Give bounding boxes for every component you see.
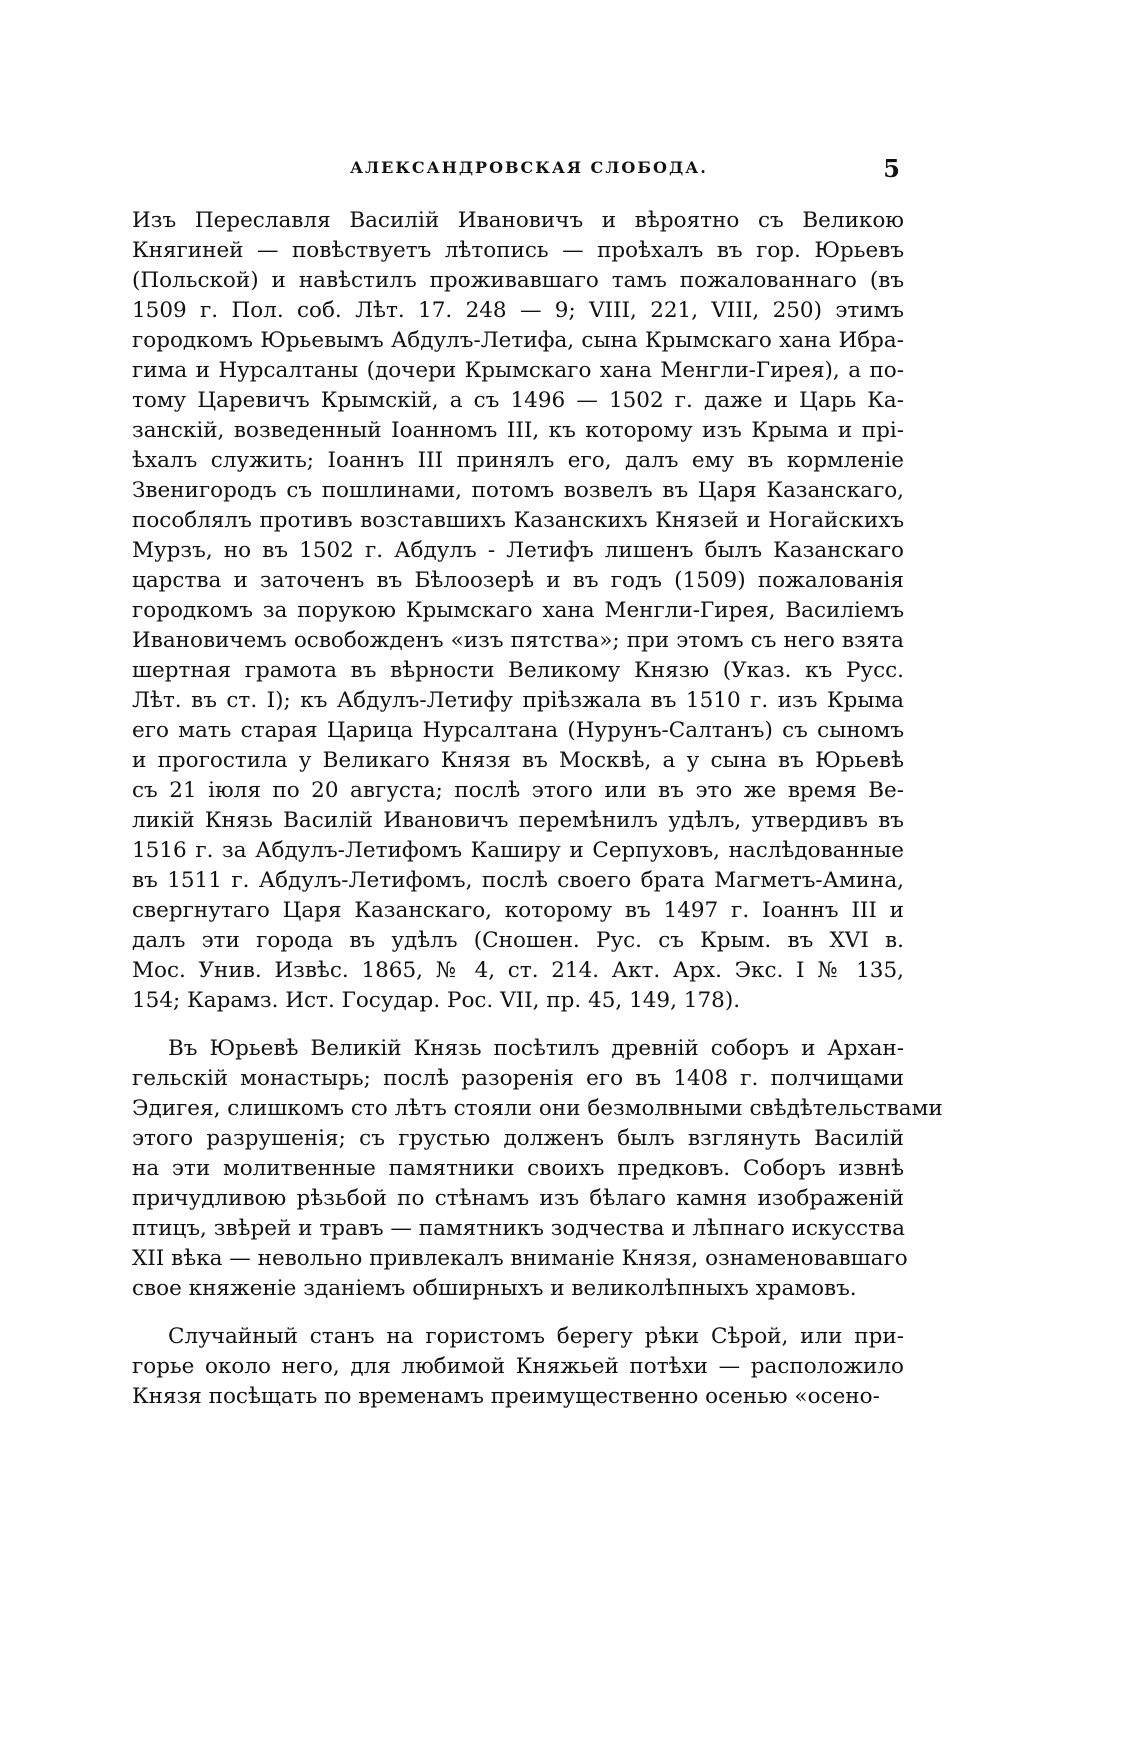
text-line (132, 206, 904, 236)
text-line (132, 1184, 904, 1214)
line-text: Въ Юрьевѣ Великій Князь посѣтилъ древній соборъ и Архан- (168, 1036, 904, 1061)
paragraph (132, 206, 904, 1016)
running-title: АЛЕКСАНДРОВСКАЯ СЛОБОДА. (350, 158, 708, 177)
text-line (132, 896, 904, 926)
line-text: Звенигородъ съ пошлинами, потомъ возвелъ въ Царя Казанскаго, (132, 478, 904, 503)
line-text: царства и заточенъ въ Бѣлоозерѣ и въ годъ (1509) пожалованія (132, 568, 904, 593)
text-line (132, 836, 904, 866)
text-line (132, 626, 904, 656)
text-body (132, 206, 943, 1430)
line-text: на эти молитвенные памятники своихъ предковъ. Соборъ извнѣ (132, 1156, 904, 1181)
line-text: XII вѣка — невольно привлекалъ вниманіе Князя, ознаменовавшаго (132, 1246, 908, 1271)
text-line (132, 866, 904, 896)
text-line (132, 536, 904, 566)
line-text: 154; Карамз. Ист. Государ. Рос. VII, пр. 45, 149, 178). (132, 988, 741, 1013)
text-line (132, 806, 904, 836)
line-text: шертная грамота въ вѣрности Великому Князю (Указ. къ Русс. (132, 658, 904, 683)
line-text: ликій Князь Василій Ивановичъ перемѣнилъ удѣлъ, утвердивъ въ (132, 808, 904, 833)
line-text: Князя посѣщать по временамъ преимущественно осенью «осено- (132, 1384, 880, 1409)
line-text: его мать старая Царица Нурсалтана (Нурунъ-Салтанъ) съ сыномъ (132, 718, 904, 743)
page-number: 5 (883, 154, 900, 183)
text-line (132, 236, 904, 266)
text-line (132, 956, 904, 986)
line-text: Случайный станъ на гористомъ берегу рѣки Сѣрой, или при- (168, 1324, 904, 1349)
text-line (132, 656, 904, 686)
text-line (132, 1274, 904, 1304)
page-header (180, 154, 900, 188)
text-line (132, 1154, 904, 1184)
text-line (132, 1382, 904, 1412)
text-line (132, 446, 904, 476)
line-text: Мос. Унив. Извѣс. 1865, № 4, ст. 214. Акт. Арх. Экс. I № 135, (132, 958, 904, 983)
text-line (132, 746, 904, 776)
line-text: и прогостила у Великаго Князя въ Москвѣ, а у сына въ Юрьевѣ (132, 748, 904, 773)
line-text: Княгиней — повѣствуетъ лѣтопись — проѣхалъ въ гор. Юрьевъ (132, 238, 904, 263)
text-line (132, 1064, 904, 1094)
line-text: горье около него, для любимой Княжьей потѣхи — расположило (132, 1354, 904, 1379)
line-text: городкомъ Юрьевымъ Абдулъ-Летифа, сына Крымскаго хана Ибра- (132, 328, 904, 353)
text-line (132, 416, 904, 446)
text-line (132, 356, 904, 386)
paragraph (132, 1322, 904, 1412)
line-text: Изъ Переславля Василій Ивановичъ и вѣроятно съ Великою (132, 208, 904, 233)
text-line (132, 1352, 904, 1382)
text-line (132, 326, 904, 356)
line-text: причудливою рѣзьбой по стѣнамъ изъ бѣлаго камня изображеній (132, 1186, 904, 1211)
line-text: Лѣт. въ ст. I); къ Абдулъ-Летифу пріѣзжала въ 1510 г. изъ Крыма (132, 688, 904, 713)
text-line (132, 686, 904, 716)
line-text: 1509 г. Пол. соб. Лѣт. 17. 248 — 9; VIII, 221, VIII, 250) этимъ (132, 298, 904, 323)
line-text: тому Царевичъ Крымскій, а съ 1496 — 1502 г. даже и Царь Ка- (132, 388, 904, 413)
text-line (132, 1322, 904, 1352)
text-line (132, 596, 904, 626)
text-line (132, 476, 904, 506)
text-line (132, 1034, 904, 1064)
text-line (132, 986, 904, 1016)
line-text: птицъ, звѣрей и травъ — памятникъ зодчества и лѣпнаго искусства (132, 1216, 905, 1241)
line-text: ѣхалъ служить; Іоаннъ III принялъ его, далъ ему въ кормленіе (132, 448, 904, 473)
line-text: далъ эти города въ удѣлъ (Сношен. Рус. съ Крым. въ XVI в. (132, 928, 904, 953)
text-line (132, 566, 904, 596)
line-text: городкомъ за порукою Крымскаго хана Менгли-Гирея, Василіемъ (132, 598, 904, 623)
line-text: пособлялъ противъ возставшихъ Казанскихъ Князей и Ногайскихъ (132, 508, 904, 533)
text-line (132, 1094, 943, 1124)
text-line (132, 386, 904, 416)
line-text: гима и Нурсалтаны (дочери Крымскаго хана Менгли-Гирея), а по- (132, 358, 904, 383)
line-text: свергнутаго Царя Казанскаго, которому въ 1497 г. Іоаннъ III и (132, 898, 904, 923)
line-text: Эдигея, слишкомъ сто лѣтъ стояли они безмолвными свѣдѣтельствами (132, 1096, 943, 1121)
text-line (132, 1214, 904, 1244)
text-line (132, 1244, 908, 1274)
line-text: гельскій монастырь; послѣ разоренія его въ 1408 г. полчищами (132, 1066, 904, 1091)
line-text: занскій, возведенный Іоанномъ III, къ которому изъ Крыма и прі- (132, 418, 904, 443)
line-text: свое княженіе зданіемъ обширныхъ и великолѣпныхъ храмовъ. (132, 1276, 857, 1301)
text-line (132, 716, 904, 746)
text-line (132, 296, 904, 326)
line-text: Ивановичемъ освобожденъ «изъ пятства»; при этомъ съ него взята (132, 628, 904, 653)
text-line (132, 776, 904, 806)
text-line (132, 266, 904, 296)
line-text: (Польской) и навѣстилъ проживавшаго тамъ пожалованнаго (въ (132, 268, 904, 293)
line-text: съ 21 іюля по 20 августа; послѣ этого или въ это же время Ве- (132, 778, 904, 803)
line-text: 1516 г. за Абдулъ-Летифомъ Каширу и Серпуховъ, наслѣдованные (132, 838, 904, 863)
text-line (132, 506, 904, 536)
line-text: въ 1511 г. Абдулъ-Летифомъ, послѣ своего брата Магметъ-Амина, (132, 868, 904, 893)
paragraph (132, 1034, 943, 1304)
line-text: этого разрушенія; съ грустью долженъ былъ взглянуть Василій (132, 1126, 904, 1151)
line-text: Мурзъ, но въ 1502 г. Абдулъ - Летифъ лишенъ былъ Казанскаго (132, 538, 904, 563)
text-line (132, 1124, 904, 1154)
text-line (132, 926, 904, 956)
